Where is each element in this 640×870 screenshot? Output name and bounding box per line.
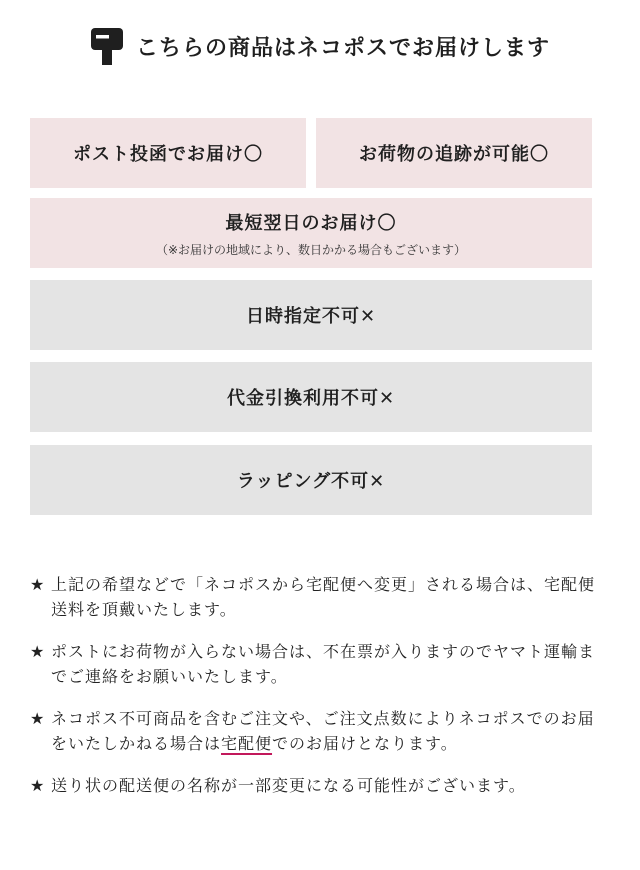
note-text: ポストにお荷物が入らない場合は、不在票が入りますのでヤマト運輸までご連絡をお願いいたします。 — [51, 642, 596, 686]
note-item — [30, 706, 610, 756]
feature-label: 最短翌日のお届け〇 — [225, 212, 397, 234]
feature-label: お荷物の追跡が可能〇 — [359, 144, 549, 165]
note-item — [30, 639, 610, 689]
note-item — [30, 773, 610, 798]
note-text: 上記の希望などで「ネコポスから宅配便へ変更」される場合は、宅配便送料を頂戴いたします。 — [51, 575, 596, 619]
note-text — [51, 706, 610, 756]
highlight-takuhaibin: 宅配便 — [221, 734, 273, 753]
notes-list — [30, 572, 610, 815]
star-icon: ★ — [30, 776, 46, 795]
feature-no-wrapping — [30, 445, 592, 515]
feature-next-day — [30, 198, 592, 268]
mailbox-icon — [90, 26, 124, 66]
feature-label: 代金引換利用不可✕ — [226, 388, 396, 409]
feature-note: （※お届けの地域により、数日かかる場合もございます） — [155, 242, 467, 257]
page-title: こちらの商品はネコポスでお届けします — [135, 35, 550, 61]
header — [0, 26, 640, 66]
note-text: 送り状の配送便の名称が一部変更になる可能性がございます。 — [51, 776, 526, 795]
star-icon: ★ — [30, 642, 46, 661]
note-item — [30, 572, 610, 622]
feature-no-cod — [30, 362, 592, 432]
feature-no-time — [30, 280, 592, 350]
star-icon: ★ — [30, 575, 46, 594]
note-text-part: ネコポス不可商品を含むご注文や、ご注文点数によりネコポスでのお届をいたしかねる場合は — [51, 709, 595, 753]
feature-label: ポスト投函でお届け〇 — [73, 144, 263, 165]
feature-post-delivery — [30, 118, 306, 188]
feature-tracking — [316, 118, 592, 188]
note-text-part: でのお届けとなります。 — [272, 734, 458, 753]
feature-label: 日時指定不可✕ — [245, 306, 377, 327]
feature-label: ラッピング不可✕ — [236, 471, 386, 492]
star-icon: ★ — [30, 709, 46, 728]
